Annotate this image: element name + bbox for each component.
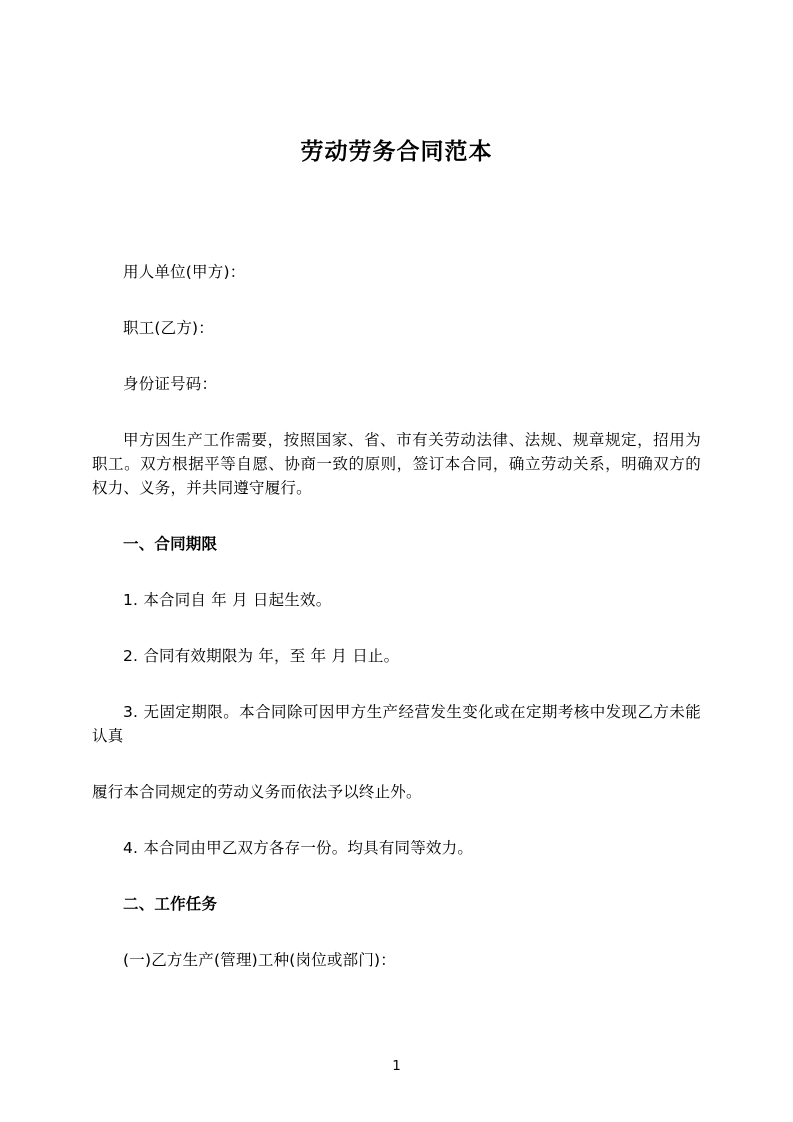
paragraph-employee-field: 职工(乙方)： [123, 318, 214, 337]
paragraph-term-item-4: 4. 本合同由甲乙双方各存一份。均具有同等效力。 [123, 839, 474, 858]
section-heading-contract-term: 一、合同期限 [123, 534, 218, 553]
page-title: 劳动劳务合同范本 [300, 139, 493, 165]
page-number: 1 [392, 1058, 401, 1074]
paragraph-id-number-field: 身份证号码： [123, 374, 218, 393]
paragraph-preamble: 甲方因生产工作需要，按照国家、省、市有关劳动法律、法规、规章规定，招用为职工。双方根据平等自愿、协商一致的原则，签订本合同，确立劳动关系，明确双方的权力、义务，并共同遵守履行。 [92, 430, 701, 497]
paragraph-term-item-1: 1. 本合同自 年 月 日起生效。 [123, 591, 332, 609]
paragraph-employer-field: 用人单位(甲方)： [123, 262, 246, 281]
paragraph-work-type-field: (一)乙方生产(管理)工种(岗位或部门)： [123, 951, 396, 970]
paragraph-term-item-3-continued: 履行本合同规定的劳动义务而依法予以终止外。 [92, 783, 422, 802]
paragraph-term-item-3: 3. 无固定期限。本合同除可因甲方生产经营发生变化或在定期考核中发现乙方未能认真 [92, 703, 701, 746]
section-heading-work-tasks: 二、工作任务 [123, 895, 218, 914]
document-body [0, 260, 793, 972]
paragraph-term-item-2: 2. 合同有效期限为 年，至 年 月 日止。 [123, 647, 400, 666]
